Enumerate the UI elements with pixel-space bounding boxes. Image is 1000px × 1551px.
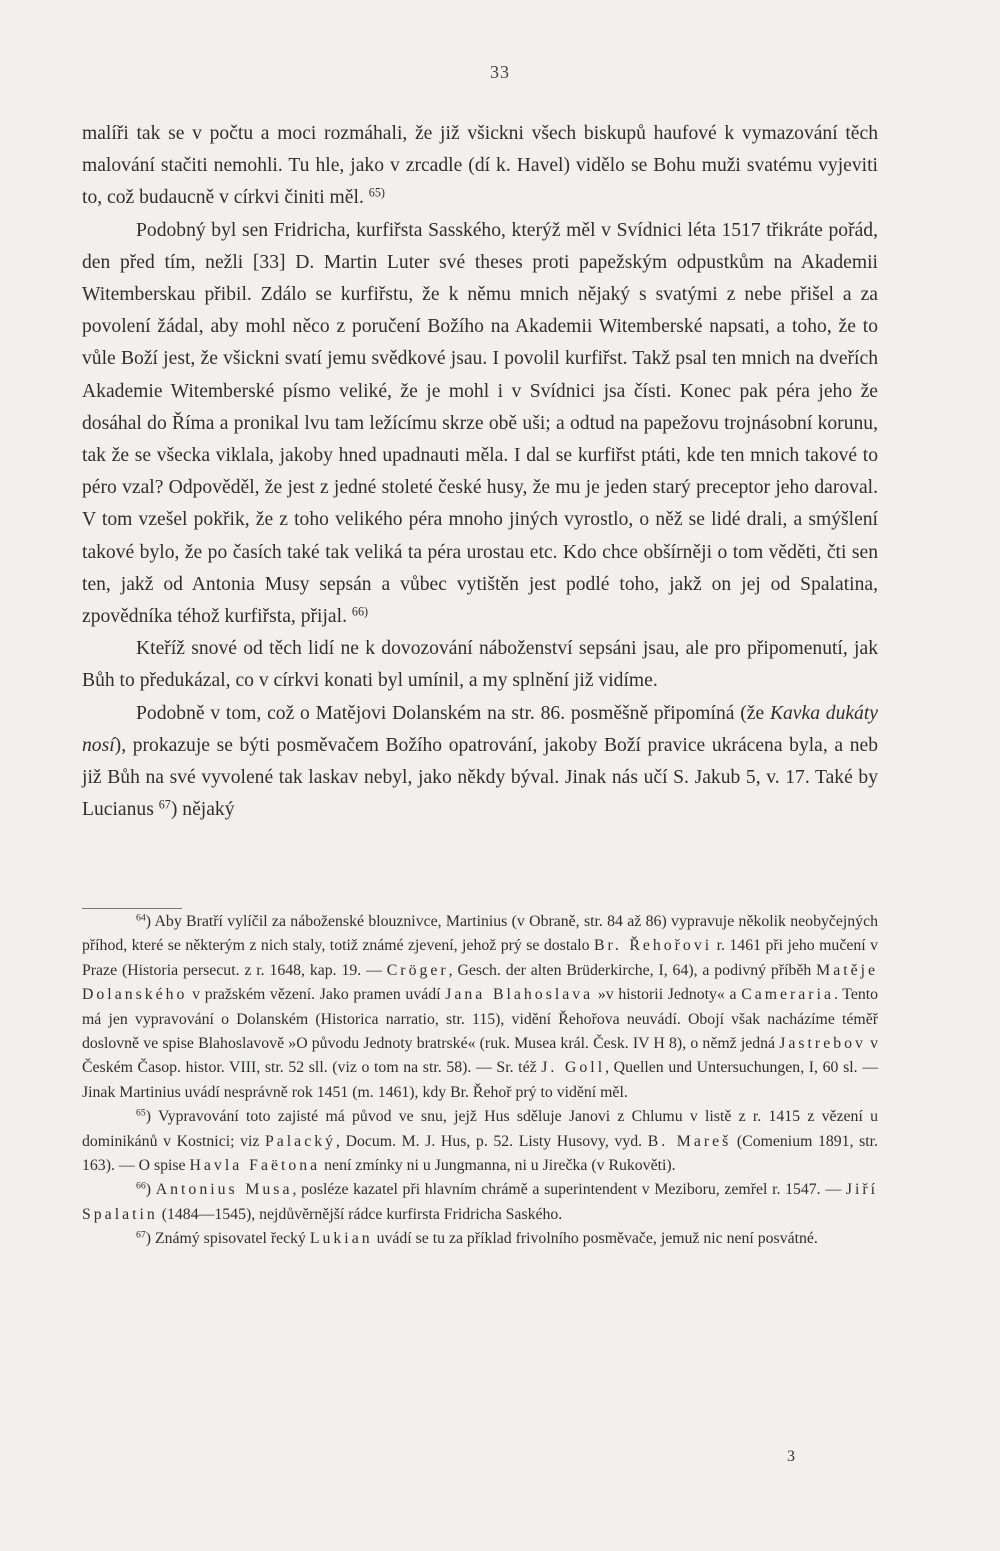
paragraph-1 [82, 118, 878, 215]
footnote-64-text: , Gesch. der alten Brüderkirche, I, 64), a podivný příběh [448, 961, 812, 979]
footnote-64-name: Jana Blahoslava [445, 986, 594, 1004]
footnote-64-name: Cröger [386, 961, 449, 979]
footnote-66-name: Antonius Musa [155, 1181, 293, 1199]
footnote-65-text: ) Vypravování toto zajisté má původ ve snu, jejž Hus sděluje Janovi z Chlumu v listě z r. 1415 z vězení u dominikánů v Kostnici; viz [82, 1108, 878, 1150]
footnote-64 [82, 910, 878, 1105]
footnote-65-name: Havla Faëtona [189, 1157, 321, 1175]
footnote-64-text: ) Aby Bratří vylíčil za náboženské blouznivce, Martinius (v Obraně, str. 84 až 86) vypravuje několik neobyčejných příhod, které se některým z nich staly, totiž známé zjevení, jehož prý se dostalo [82, 913, 878, 955]
footnote-66-text: (1484—1545), nejdůvěrnější rádce kurfirsta Fridricha Saského. [161, 1205, 563, 1223]
footnote-64-name: Br. Řehořovi [593, 937, 713, 955]
footnote-64-name: Cameraria [741, 986, 834, 1004]
footnote-66: $^{66}$) Antonius Musa, posléze kazatel při hlavním chrámě a superintendent v Meziboru, zemřel r. 1547. — Jiří Spalatin (1484—1545), nejdůvěrnější rádce kurfirsta Fridricha Saského. [82, 1181, 878, 1223]
footnote-67-text: uvádí se tu za příklad frivolního posměvače, jemuž nic není posvátné. [376, 1230, 818, 1248]
footnote-64-text: r. 1461 při jeho mučení v Praze (Historia persecut. z r. 1648, kap. 19. — [82, 937, 878, 979]
paragraph-4 [82, 698, 878, 827]
paragraph-4-italic: Kavka dukáty nosí [82, 702, 878, 756]
footnote-64-name: Jastrebov [779, 1035, 866, 1053]
footnote-ref-66: 66) [351, 604, 369, 619]
page-number: 33 [490, 62, 510, 82]
footnote-67 [82, 1227, 878, 1251]
main-text [82, 118, 878, 826]
footnote-64-text: , Quellen und Untersuchungen, I, 60 sl. — Jinak Martinius uvádí nesprávně rok 1451 (m. 1461), kdy Br. Řehoř prý to vidění měl. [82, 1059, 879, 1101]
paragraph-4-text-b: ), prokazuje se býti posměvačem Božího opatrování, jakoby Boží pravice ukrácena byla, a neb již Bůh na své vyvolené tak laskav nebyl, jako někdy býval. Jinak nás učí S. Jakub 5, v. 17. Také by Lucianus [82, 734, 878, 821]
footnote-67-text: ) Známý spisovatel řecký [145, 1230, 306, 1248]
footnote-ref-66-number: 66 [351, 604, 365, 619]
footnote-ref-67: 67 [158, 797, 171, 812]
footnote-67-mark: 67 [136, 1229, 146, 1241]
paragraph-3: Kteříž snové od těch lidí ne k dovozování náboženství sepsáni jsau, ale pro připomenutí, jak Bůh to předukázal, co v církvi konati byl umínil, a my splnění již vidíme. [82, 638, 878, 692]
footnote-64-text: v Českém Časop. histor. VIII, str. 52 sll. (viz o tom na str. 58). — Sr. též [82, 1035, 879, 1077]
footnote-65-text: (Comenium 1891, str. 163). — O spise [82, 1132, 878, 1175]
footnote-65-mark: 65 [136, 1107, 146, 1119]
paragraph-1-text: malíři tak se v počtu a moci rozmáhali, že již všickni všech biskupů haufové k vymazování těch malování stačiti nemohli. Tu hle, jako v zrcadle (dí k. Havel) vidělo se Bohu muži svatému vyjeviti to, což budaucně v církvi činiti měl. [82, 123, 878, 209]
footnote-65-text: není zmínky ni u Jungmanna, ni u Jirečka (v Rukověti). [324, 1157, 676, 1175]
footnote-65-name: Palacký [265, 1132, 337, 1150]
footnote-64-name: J. Goll [541, 1059, 606, 1077]
footnote-64-text: . Tento má jen vypravování o Dolanském (Historica narratio, str. 115), vidění Řehořova neuvádí. Obojí však nacházíme téměř doslovně ve spise Blahoslavově »O původu Jednoty bratrské« (ruk. Musea král. Česk. IV H 8), o němž jedná [82, 986, 879, 1053]
footnote-67-name: Lukian [309, 1230, 373, 1248]
paragraph-4-text-a: Podobně v tom, což o Matějovi Dolanském na str. 86. posměšně připomíná (že [136, 702, 765, 724]
paragraph-2-text: Podobný byl sen Fridricha, kurfiřsta Sasského, kterýž měl v Svídnici léta 1517 třikráte pořád, den před tím, nežli [33] D. Martin Luter své theses proti papežským odpustkům na Akademii Witemberskau přibil. Zdálo se kurfiřstu, že k němu mnich nějaký s svatými z nebe přišel a za povolení žádal, aby mohl něco z poručení Božího na Akademii Witemberské napsati, a toho, že to vůle Boží jest, že všickni svatí jemu svědkové jsau. I povolil kurfiřst. Takž psal ten mnich na dveřích Akademie Witemberské písmo veliké, že je mohl i v Svídnici jsa čísti. Konec pak péra jeho že dosáhal do Říma a pronikal lvu tam ležícímu skrze obě uši; a odtud na papežovu trojnásobní korunu, tak že se všecka viklala, jakoby hned upadnauti měla. I dal se kurfiřst ptáti, kde ten mnich takové to péro vzal? Odpověděl, že jest z jedné stoleté české husy, že mu je jeden starý preceptor jeho daroval. V tom vzešel pokřik, že z toho velikého péra mnoho jiných vyrostlo, o něž se lidé drali, a smýšlení takové bylo, že po časích také tak veliká ta péra urostau etc. Kdo chce obšírněji o tom věděti, čti sen ten, jakž od Antonia Musy sepsán a vůbec vytištěn jest podlé toho, jakž on jej od Spalatina, zpovědníka téhož kurfiřsta, přijal. [82, 219, 878, 628]
paragraph-4-text-c: ) nějaký [170, 799, 235, 821]
footnote-66-name: Jiří Spalatin [82, 1181, 878, 1223]
footnote-64-text: »v historii Jednoty« a [597, 986, 737, 1004]
footnote-66-mark: 66 [136, 1181, 146, 1193]
footnote-ref-65-number: 65 [368, 185, 381, 200]
footnote-65-text: , Docum. M. J. Hus, p. 52. Listy Husovy, vyd. [336, 1132, 643, 1150]
footnote-65-name: B. Mareš [647, 1132, 732, 1150]
footnote-divider [82, 908, 182, 909]
footnote-64-name: Matěje Dolanského [82, 961, 879, 1004]
footnotes [82, 910, 878, 1252]
paragraph-2 [82, 215, 878, 634]
footnote-ref-65: 65) [368, 185, 385, 200]
footnote-64-text: v pražském vězení. Jako pramen uvádí [192, 986, 441, 1004]
footnote-66-text: , posléze kazatel při hlavním chrámě a superintendent v Meziboru, zemřel r. 1547. — [292, 1181, 842, 1199]
footnote-64-mark: 64 [136, 912, 146, 924]
footnote-65 [82, 1105, 878, 1178]
signature-mark: 3 [787, 1448, 795, 1465]
